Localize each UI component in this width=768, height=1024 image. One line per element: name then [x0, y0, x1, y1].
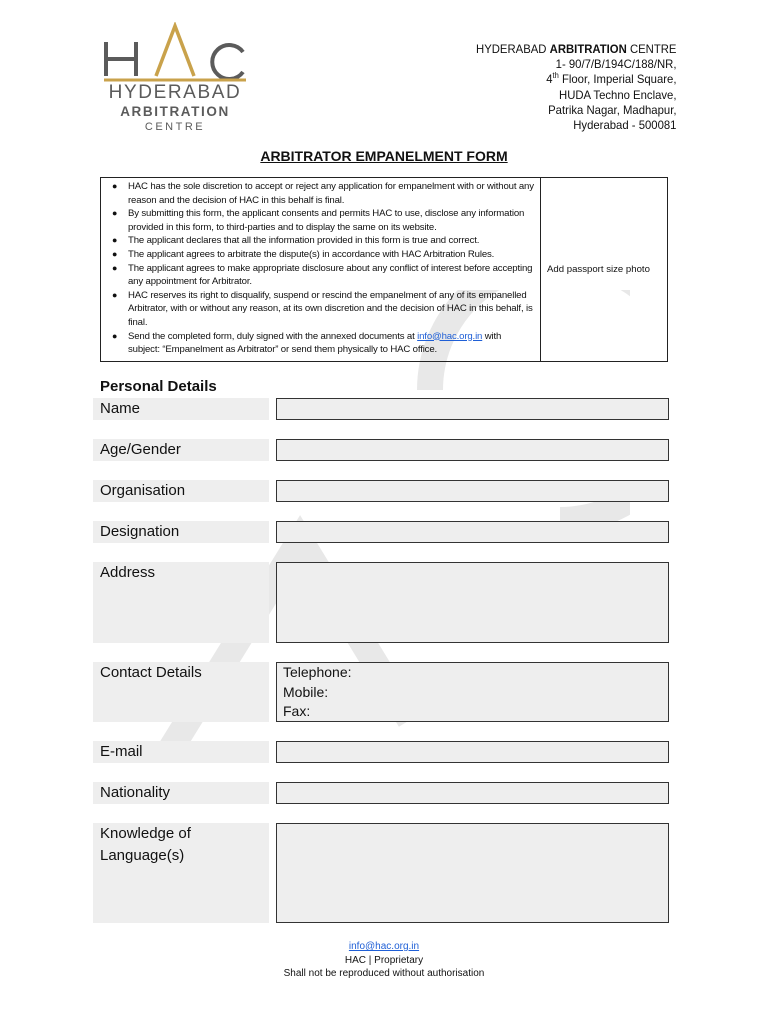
address-line-1: 1- 90/7/B/194C/188/NR, — [555, 57, 676, 72]
footer-proprietary: HAC | Proprietary — [344, 954, 424, 966]
contact-details-field[interactable] — [276, 662, 669, 722]
passport-photo-cell[interactable] — [541, 178, 667, 361]
address-block — [476, 42, 676, 133]
instruction-item: ● The applicant agrees to make appropriate disclosure about any conflict of interest before accepting any appointment for Arbitrator. — [112, 262, 533, 288]
telephone-label: Telephone: — [283, 664, 352, 680]
form-title: ARBITRATOR EMPANELMENT FORM — [260, 148, 508, 164]
logo-text-centre: CENTRE — [144, 121, 206, 133]
logo-text-hyderabad: HYDERABAD — [108, 82, 242, 103]
address-line-3: HUDA Techno Enclave, — [558, 87, 676, 102]
age-gender-field[interactable] — [276, 439, 669, 461]
name-label: Name — [93, 398, 269, 420]
language-row — [93, 823, 669, 923]
contact-details-row — [93, 662, 669, 722]
name-row — [93, 398, 669, 420]
instruction-item: ● The applicant agrees to arbitrate the dispute(s) in accordance with HAC Arbitration Rules. — [112, 248, 495, 260]
designation-label: Designation — [93, 521, 269, 543]
passport-photo-label: Add passport size photo — [547, 264, 650, 275]
organisation-label: Organisation — [93, 480, 269, 502]
age-gender-row — [93, 439, 669, 461]
page-footer — [100, 940, 668, 981]
instruction-item: ● HAC reserves its right to disqualify, suspend or rescind the empanelment of any of its empanelled Arbitrator, with or without any reason, at its own discretion and the decision of HAC in this behalf, is final. — [112, 289, 533, 328]
address-line-2: 4th Floor, Imperial Square, — [545, 71, 676, 87]
fax-label: Fax: — [283, 703, 311, 719]
bullet-icon: ● — [112, 330, 118, 341]
contact-details-label: Contact Details — [93, 662, 269, 722]
email-row — [93, 741, 669, 763]
logo-text-arbitration: ARBITRATION — [120, 104, 230, 119]
organisation-field[interactable] — [276, 480, 669, 502]
address-org-name: HYDERABAD ARBITRATION CENTRE — [475, 42, 676, 56]
nationality-label: Nationality — [93, 782, 269, 804]
mobile-label: Mobile: — [283, 683, 329, 700]
address-label: Address — [93, 562, 269, 643]
bullet-icon: ● — [112, 262, 118, 273]
bullet-icon: ● — [112, 289, 118, 300]
hac-monogram-icon — [100, 22, 250, 82]
nationality-row — [93, 782, 669, 804]
instructions-list-cell — [101, 178, 541, 361]
footer-notice: Shall not be reproduced without authorisation — [283, 968, 485, 979]
hac-logo — [100, 22, 250, 132]
bullet-icon: ● — [112, 208, 118, 219]
address-line-5: Hyderabad - 500081 — [572, 118, 676, 133]
designation-row — [93, 521, 669, 543]
footer-email-link[interactable]: info@hac.org.in — [348, 941, 420, 952]
email-link[interactable]: info@hac.org.in — [417, 330, 483, 342]
instructions-list — [109, 180, 534, 357]
address-row — [93, 562, 669, 643]
language-label: Knowledge of Language(s) — [93, 823, 269, 923]
bullet-icon: ● — [112, 235, 118, 246]
bullet-icon: ● — [112, 181, 118, 191]
language-field[interactable] — [276, 823, 669, 923]
designation-field[interactable] — [276, 521, 669, 543]
personal-details-heading: Personal Details — [100, 378, 217, 395]
email-label: E-mail — [93, 741, 269, 763]
instructions-box — [100, 177, 668, 362]
name-field[interactable] — [276, 398, 669, 420]
instruction-item: ● By submitting this form, the applicant consents and permits HAC to use, disclose any information provided in this form, to third-parties and to display the same on its website. — [112, 208, 525, 233]
instruction-item: ● Send the completed form, duly signed with the annexed documents at info@hac.org.in with subject: “Empanelment as Arbitrator” or send them physically to HAC office. — [112, 330, 502, 356]
address-field[interactable] — [276, 562, 669, 643]
address-line-4: Patrika Nagar, Madhapur, — [547, 102, 676, 117]
nationality-field[interactable] — [276, 782, 669, 804]
age-gender-label: Age/Gender — [93, 439, 269, 461]
instruction-item: ● HAC has the sole discretion to accept or reject any application for empanelment with or without any reason and the decision of HAC in this behalf is final. — [112, 181, 534, 206]
email-field[interactable] — [276, 741, 669, 763]
watermark-logo — [150, 290, 630, 810]
bullet-icon: ● — [112, 248, 118, 259]
instruction-item: ● The applicant declares that all the information provided in this form is true and correct. — [112, 235, 480, 247]
organisation-row — [93, 480, 669, 502]
